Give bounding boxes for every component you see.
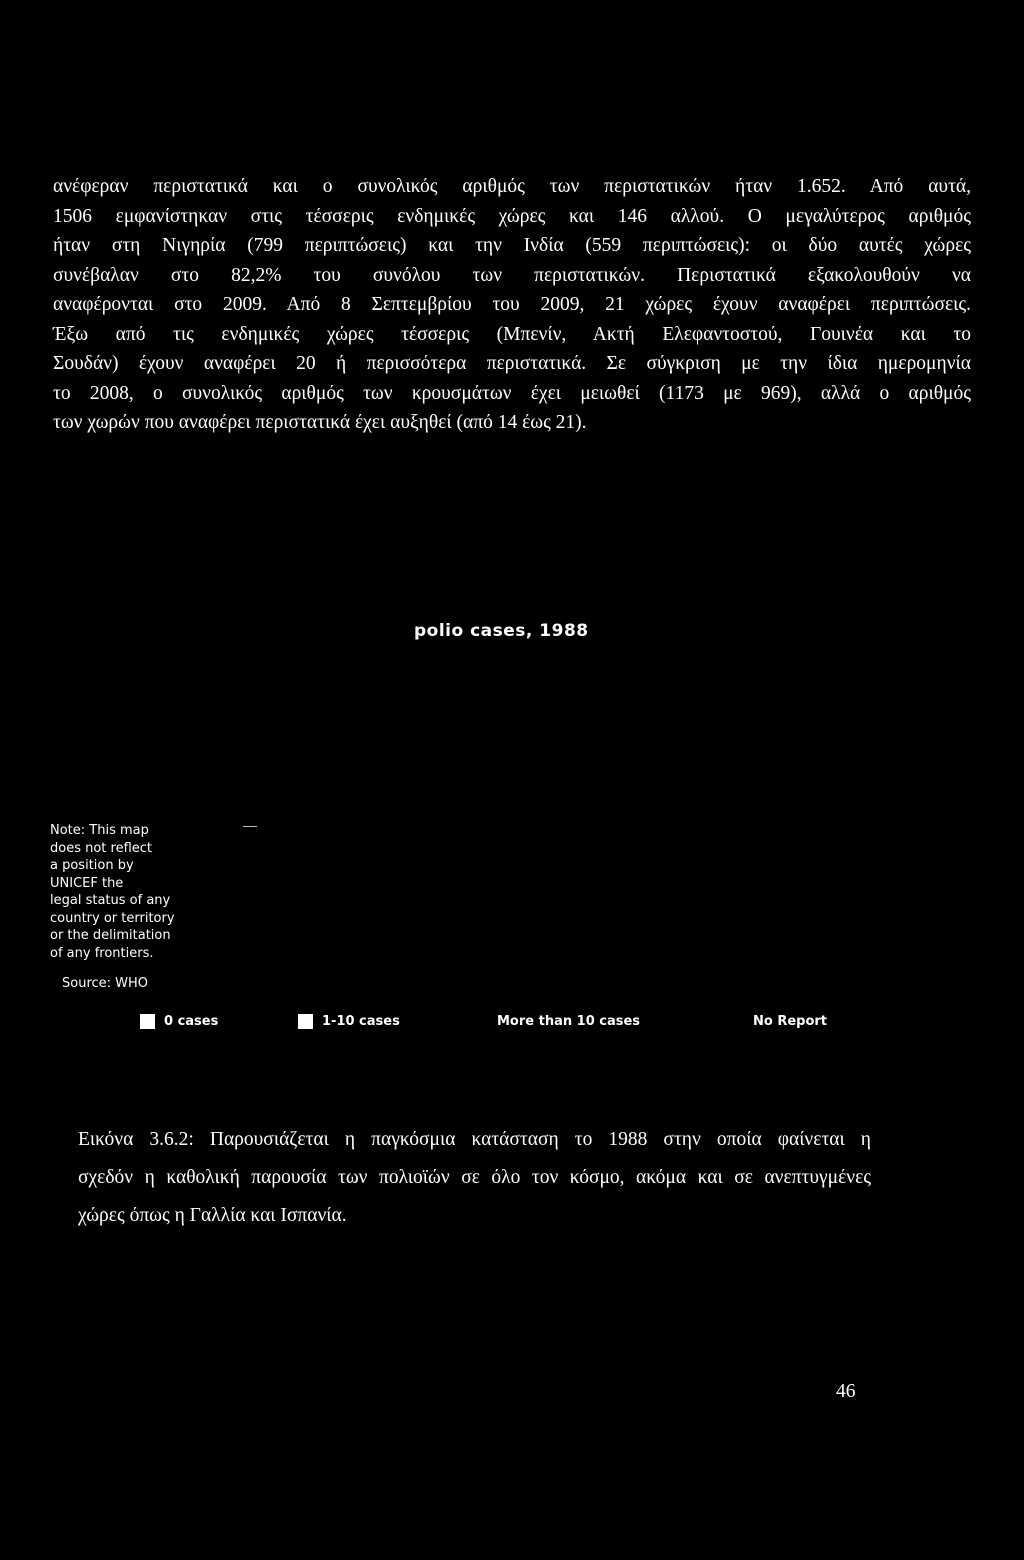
paragraph-line: συνέβαλαν στο 82,2% του συνόλου των περιστατικών. Περιστατικά εξακολουθούν να — [53, 264, 971, 286]
map-note-line: country or territory — [50, 910, 175, 926]
map-legend — [0, 1014, 1024, 1034]
paragraph-line: Σουδάν) έχουν αναφέρει 20 ή περισσότερα περιστατικά. Σε σύγκριση με την ίδια ημερομηνία — [53, 353, 971, 374]
caption-line: χώρες όπως η Γαλλία και Ισπανία. — [78, 1205, 347, 1226]
map-note-line: legal status of any — [50, 893, 171, 908]
caption-line: σχεδόν η καθολική παρουσία των πολιοϊών σε όλο τον κόσμο, ακόμα και σε ανεπτυγμένες — [78, 1167, 871, 1188]
world-map-figure — [40, 600, 920, 1040]
legend-label: 0 cases — [164, 1014, 219, 1029]
paragraph-line: ανέφεραν περιστατικά και ο συνολικός αριθμός των περιστατικών ήταν 1.652. Από αυτά, — [53, 176, 971, 197]
map-note-line: or the delimitation — [50, 928, 171, 943]
paragraph-line: Έξω από τις ενδημικές χώρες τέσσερις (Μπενίν, Ακτή Ελεφαντοστού, Γουινέα και το — [53, 323, 971, 345]
map-note-line: of any frontiers. — [50, 945, 154, 961]
paragraph-line: το 2008, ο συνολικός αριθμός των κρουσμάτων έχει μειωθεί (1173 με 969), αλλά ο αριθμός — [53, 382, 971, 404]
legend-item-0-cases — [140, 1014, 218, 1029]
map-note-line: does not reflect — [50, 840, 153, 856]
figure-caption — [78, 1121, 871, 1235]
paragraph-line: των χωρών που αναφέρει περιστατικά έχει αυξηθεί (από 14 έως 21). — [53, 412, 587, 433]
legend-item-no-report — [753, 1014, 827, 1029]
map-note-line: UNICEF the — [50, 875, 124, 891]
paragraph-line: ήταν στη Νιγηρία (799 περιπτώσεις) και την Ινδία (559 περιπτώσεις): οι δύο αυτές χώρες — [53, 235, 971, 256]
map-source: Source: WHO — [62, 976, 149, 991]
paragraph-line: 1506 εμφανίστηκαν στις τέσσερις ενδημικές χώρες και 146 αλλού. Ο μεγαλύτερος αριθμός — [53, 205, 971, 227]
map-note-line: a position by — [50, 858, 134, 873]
map-title: polio cases, 1988 — [414, 621, 589, 641]
legend-item-more-than-10-cases — [497, 1014, 640, 1029]
body-paragraph — [53, 172, 971, 438]
legend-label: No Report — [753, 1014, 828, 1029]
legend-label: 1-10 cases — [322, 1014, 400, 1029]
map-note — [50, 822, 250, 962]
page-number: 46 — [836, 1381, 856, 1402]
paragraph-line: αναφέρονται στο 2009. Από 8 Σεπτεμβρίου του 2009, 21 χώρες έχουν αναφέρει περιπτώσεις. — [53, 294, 971, 315]
legend-swatch — [140, 1014, 155, 1029]
legend-swatch — [298, 1014, 313, 1029]
legend-label: More than 10 cases — [497, 1014, 641, 1029]
legend-item-1-10-cases — [298, 1014, 400, 1029]
map-note-line: Note: This map — [50, 823, 149, 838]
caption-line: Εικόνα 3.6.2: Παρουσιάζεται η παγκόσμια κατάσταση το 1988 στην οποία φαίνεται η — [78, 1129, 871, 1150]
